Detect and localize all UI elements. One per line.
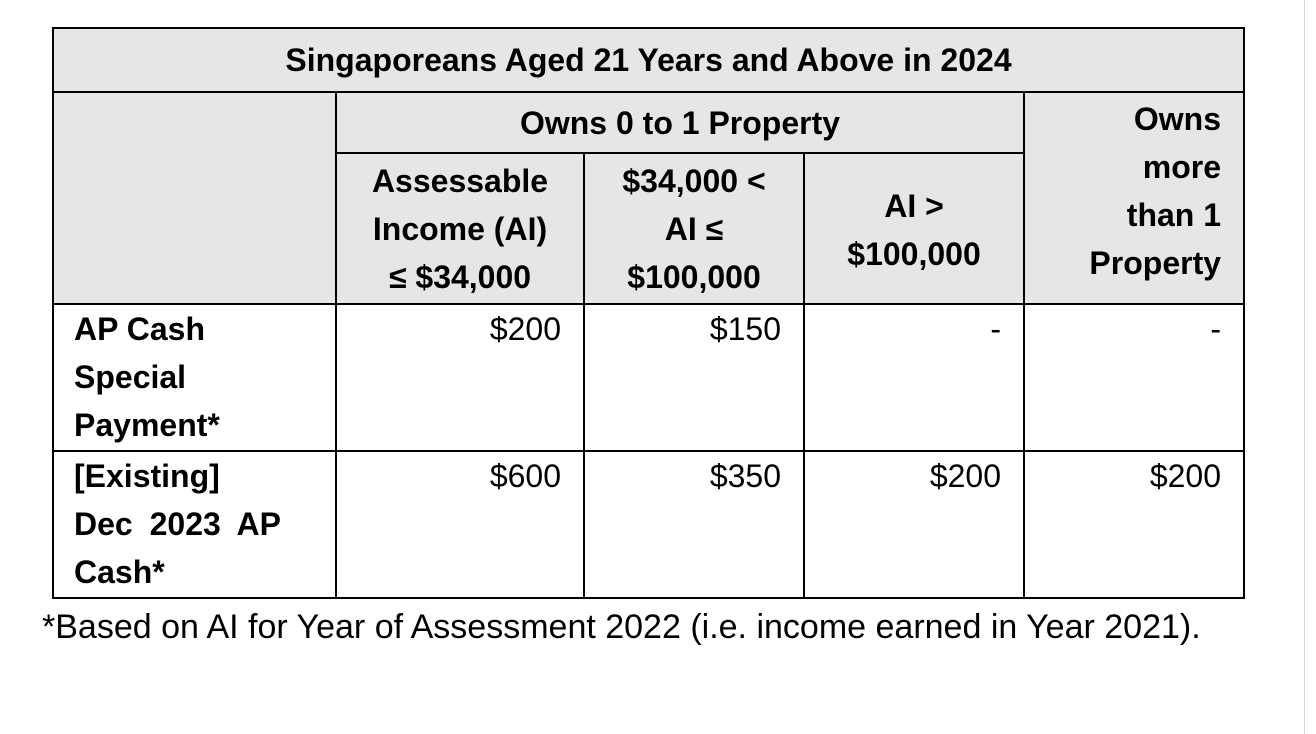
header-owns-more-line-1: Owns: [1133, 101, 1222, 137]
header-owns-more-line-4: Property: [1089, 245, 1222, 281]
sub-header-ai-mid: [584, 153, 804, 304]
row-label-line-2: Dec 2023 AP: [74, 506, 281, 542]
group-header-owns-0-1: [336, 92, 1024, 153]
sub-header-ai-mid-line-3: $100,000: [627, 258, 761, 295]
sub-header-ai-low-line-2: Income (AI): [372, 210, 548, 247]
value-cell: $350: [584, 451, 804, 598]
sub-header-ai-high-line-2: $100,000: [847, 235, 981, 272]
value-cell: $150: [584, 304, 804, 451]
row-label-existing-dec-2023: [53, 451, 336, 598]
table-row: [53, 304, 1244, 451]
value-cell: -: [1024, 304, 1244, 451]
sub-header-ai-low-line-3: ≤ $34,000: [388, 258, 532, 295]
row-label-line-3: Payment*: [74, 407, 220, 443]
header-owns-more-line-3: than 1: [1126, 197, 1222, 233]
value-cell: $200: [804, 451, 1024, 598]
table-title-row: [53, 28, 1244, 92]
row-label-line-2: Special: [74, 359, 187, 395]
row-label-ap-cash-special: [53, 304, 336, 451]
table-title-text: Singaporeans Aged 21 Years and Above in 2024: [285, 42, 1012, 78]
sub-header-ai-low: [336, 153, 584, 304]
payment-table: [52, 27, 1245, 599]
sub-header-ai-high: [804, 153, 1024, 304]
sub-header-ai-mid-line-2: AI ≤: [664, 210, 724, 247]
header-owns-more: [1024, 92, 1244, 304]
group-header-text: Owns 0 to 1 Property: [519, 104, 841, 141]
footnote: *Based on AI for Year of Assessment 2022 (i.e. income earned in Year 2021).: [42, 608, 1201, 646]
table-row: [53, 451, 1244, 598]
value-cell: $200: [336, 304, 584, 451]
row-label-line-1: [Existing]: [74, 458, 220, 494]
empty-header-cell: [53, 92, 336, 304]
row-label-line-1: AP Cash: [74, 311, 206, 347]
table-title: [53, 28, 1244, 92]
value-cell: $200: [1024, 451, 1244, 598]
group-header-row: [53, 92, 1244, 153]
sub-header-ai-low-line-1: Assessable: [371, 162, 549, 199]
sub-header-ai-high-line-1: AI >: [884, 187, 944, 224]
sub-header-ai-mid-line-1: $34,000 <: [622, 162, 766, 199]
page-edge-divider: [1304, 0, 1305, 734]
row-label-line-3: Cash*: [74, 554, 165, 590]
value-cell: -: [804, 304, 1024, 451]
header-owns-more-line-2: more: [1142, 149, 1222, 185]
value-cell: $600: [336, 451, 584, 598]
